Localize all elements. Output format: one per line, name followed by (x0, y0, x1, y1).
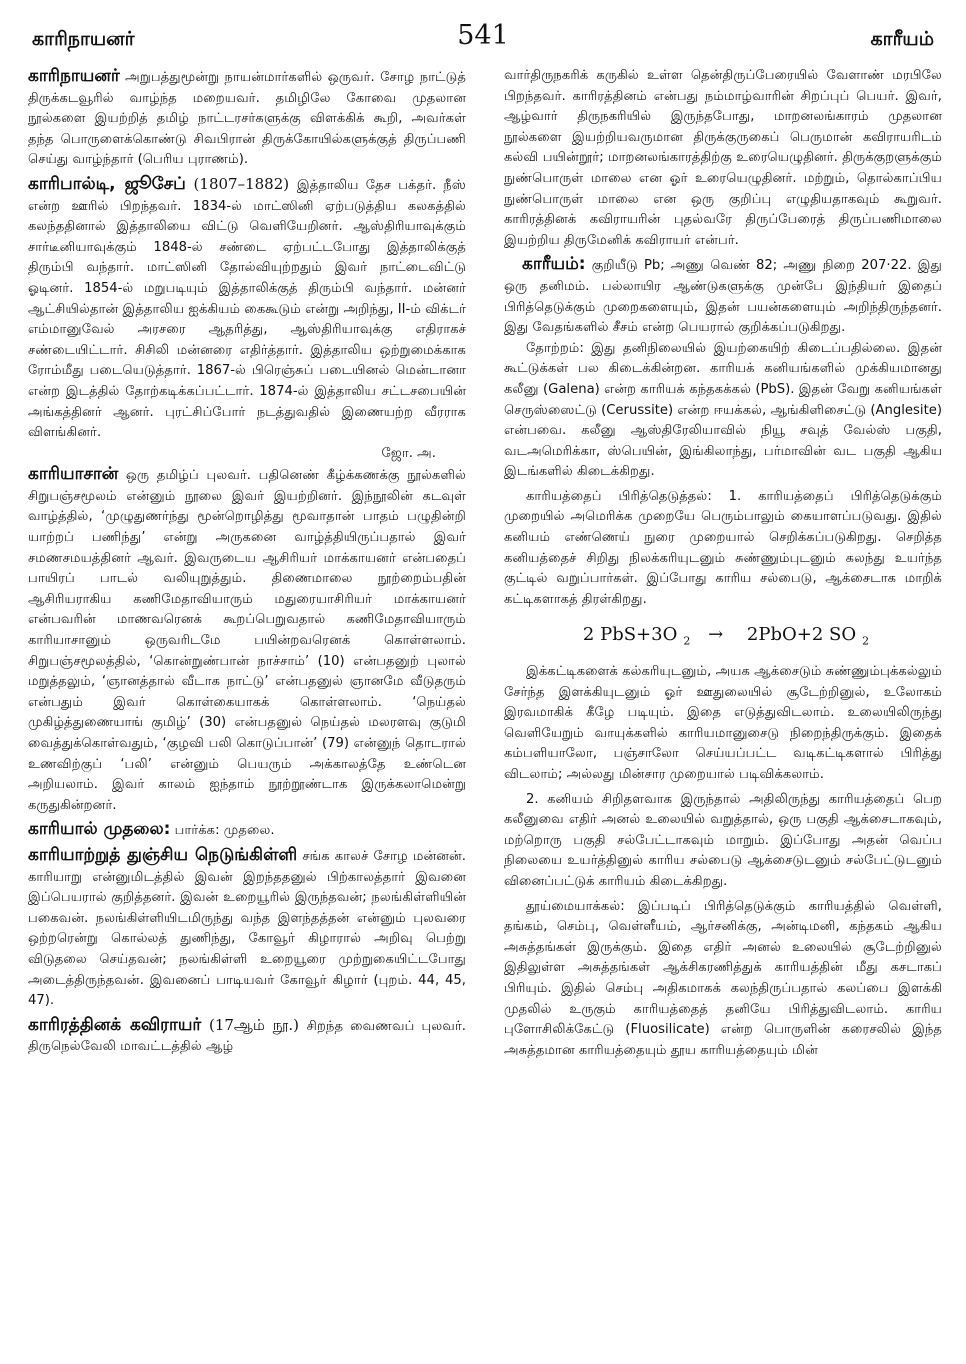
entry-headword: காரிநாயனர் (28, 66, 120, 86)
entry-text: இத்தாலிய தேச பக்தர். நீஸ் என்ற ஊரில் பிறந்தவர். 1834-ல் மாட்ஸினி ஏற்படுத்திய கலகத்தில் கலந்ததினால் இத்தாலியை விட்டு வெளியேறினர். ஆஸ்திரியாவுக்கும் சார்டீனியாவுக்கும் 1848-ல் சண்டை ஏற்பட்டபோது இத்தாலிக்குத் திரும்பி வந்தார். மாட்ஸினி தோல்வியுற்றதும் இவர் நாட்டைவிட்டு ஓடினர். 1854-ல் மறுபடியும் இத்தாலிக்குத் திரும்பி வந்தார். மன்னர் ஆட்சியில்தான் இத்தாலிய ஐக்கியம் கைகூடும் என்று அறிந்து, II-ம் விக்டர் எம்மானுவேல் அரசரை ஆதரித்து, ஆஸ்திரியாவுக்கு எதிராகச் சண்டையிட்டார். சிசிலி மன்னரை எதிர்த்தார். இத்தாலிய ஒற்றுமைக்காக ரோம்மீது படையெடுத்தார். 1867-ல் பிரெஞ்சுப் படையினல் மென்டானா என்ற இடத்தில் தோற்கடிக்கப்பட்டார். 1874-ல் இத்தாலிய சட்டசபையின் அங்கத்தினர் ஆனர். புரட்சிப்போர் நடத்துவதில் இணையற்ற வீரராக விளங்கினர். (28, 177, 466, 441)
section-paragraph: இக்கட்டிகளைக் கல்கரியுடனும், அயக ஆக்சைடும் சுண்ணும்புக்கல்லும் சேர்ந்த இளக்கியுடனும் ஓர் ஊதுலையில் சூடேற்றினுல், உலோகம் இரவமாகிக் கீழே படியும். இதை எடுத்துவிடலாம். உலையிலிருந்து வெளியேறும் வாயுக்களில் காரியமானுசைடு நிறைந்திருக்கும். இதைக் கம்பளியாலோ, பஞ்சாலோ செய்யப்பட்ட வடிகட்டிகளால் பிரித்து விடலாம்; அல்லது மின்சார முறையால் படிவிக்கலாம். (504, 664, 942, 782)
entry-dates: (1807–1882) (185, 174, 297, 193)
entry-kari-nayanar (28, 66, 466, 171)
entry-text: குறியீடு Pb; அணு வெண் 82; அணு நிறை 207·22. இது ஒரு தனிமம். பல்லாயிர ஆண்டுகளுக்கு முன்பே இந்தியர் இதைப் பிரித்தெடுக்கும் முறைகளையும், இதன் பயன்களையும் அறிந்திருந்தனர். இது வேதங்களில் சீசம் என்ற பெயரால் குறிக்கப்படுகிறது. (504, 258, 942, 336)
chemical-equation (504, 624, 942, 648)
running-head-left: காரிநாயனர் (32, 28, 135, 50)
entry-headword: காரிரத்தினக் கவிராயர் (28, 1014, 202, 1035)
reaction-arrow: → (708, 624, 724, 646)
entry-text: சங்க காலச் சோழ மன்னன். காரியாறு என்னுமிடத்தில் இவன் இறந்ததனுல் பிற்காலத்தார் இவனை இப்பெயரால் குறித்தனர். இவன் உறையூரில் இருந்தவன்; நலங்கிள்ளியின் பகைவன். நலங்கிள்ளியிடமிருந்து வந்த இளந்தத்தன் என்னும் புலவரை ஒற்றரென்று கொல்லத் துணிந்து, கோவூர் கிழாரால் அறிவு பெற்று விடுதலை செய்தவன்; நலங்கிள்ளி உறையூரை முற்றுகையிட்டபோது அடைத்திருந்தவன். இவனைப் பாடியவர் கோவூர் கிழார் (புறம். 44, 45, 47). (28, 848, 466, 1009)
entry-nedunkilli (28, 845, 466, 1012)
entry-headword: காரியாற்றுத் துஞ்சிய நெடுங்கிள்ளி (28, 844, 298, 865)
entry-headword: காரியால் முதலை: (28, 819, 171, 840)
entry-dates: (17ஆம் நூ.) (201, 1015, 307, 1034)
equation-products: 2PbO+2 SO $_2$ (746, 624, 870, 649)
running-head-right: காரீயம் (870, 28, 934, 50)
section-paragraph: தூய்மையாக்கல்: இப்படிப் பிரித்தெடுக்கும் காரியத்தில் வெள்ளி, தங்கம், செம்பு, வெள்ளீயம், ஆர்சனிக்கு, அன்டிமனி, கந்தகம் ஆகிய அசுத்தங்கள் இருக்கும். இதை எதிர் அனல் உலையில் சூடேற்றினுல் இதிலுள்ள அசுத்தங்கள் ஆக்சிகரணித்துக் காரியத்தின் மீது கசடாகப் பிரியும். இதில் செம்பு அதிகமாகக் கலந்திருப்பதால் கலப்பை இளக்கி முதலில் உருகும் காரியத்தைத் தனியே பிரித்துவிடலாம். காரிய புளோசிலிக்கேட்டு (Fluosilicate) என்ற பொருளின் கரைசலில் இந்த அசுத்தமான காரியத்தையும் தூய காரியத்தையும் மின் (504, 898, 942, 1058)
body-columns (28, 66, 944, 1356)
entry-author: ஜோ. அ. (381, 445, 436, 461)
entry-headword: காரியாசான் (28, 464, 119, 485)
entry-kareeyam (504, 254, 942, 338)
entry-text: அறுபத்துமூன்று நாயன்மார்களில் ஒருவர். சோழ நாட்டுத் திருக்கடவூரில் வாழ்ந்த மறையவர். தமிழிலே கோவை முதலான நூல்களை இயற்றித் தமிழ் நாட்டரசர்களுக்கு விளக்கிக் கூறி, அவர்கள் தந்த பொருளைக்கொண்டு சிவபிரான் திருக்கோயில்களுக்குத் திருப்பணி செய்து வாழ்ந்தார் (பெரிய புராணம்). (28, 70, 466, 168)
right-column (504, 66, 942, 1356)
entry-headword: காரிபால்டி, ஜூசேப் (28, 173, 186, 194)
entry-headword: காரீயம்: (522, 254, 586, 275)
entry-kariyal-muthalai (28, 819, 466, 842)
entry-karirathina-kavirayar (28, 1015, 466, 1058)
entry-continuation: வார்திருநகரிக் கருகில் உள்ள தென்திருப்பேரையில் வேளாண் மரபிலே பிறந்தவர். காரிரத்தினம் என்பது நம்மாழ்வாரின் சிறப்புப் பெயர். இவர், ஆழ்வார் திருநகரியில் இருந்தபோது, மாறனலங்காரம் முதலான நூல்களை இயற்றியவருமான திருக்குருகைப் பெருமான் கவிராயரிடம் கல்வி பயின்றூர்; மாறனலங்காரத்திற்கு உரையெழுதினர். திருக்குறளுக்கும் நுண்பொருள் மாலை என ஓர் உரையெழுதினர். மற்றும், தொல்காப்பிய நுண்பொருள் மாலை என ஒரு குறிப்பு எழுதியதாகவும் கூறுவர். காரிரத்தினக் கவிராயரின் புதல்வரே திருப்பேரைத் திருப்பணிமாலை இயற்றிய திருமேனிக் கவிராயர் என்பர். (504, 68, 942, 248)
entry-garibaldi (28, 174, 466, 444)
page-number: 541 (457, 20, 509, 51)
page-header (22, 14, 944, 60)
equation-reactants: 2 PbS+3O $_2$ (582, 624, 691, 649)
entry-text: ஒரு தமிழ்ப் புலவர். பதினெண் கீழ்க்கணக்கு நூல்களில் சிறுபஞ்சமூலம் என்னும் நூலை இவர் இயற்றினர். இந்நூலின் கடவுள் வாழ்த்தில், ‘முழுதுணர்ந்து மூன்றொழித்து மூவாதான் பாதம் பழுதின்றி யாற்றப் பணிந்து’ என்று அருகனை வாழ்த்தியிருப்பதால் இவர் சமணசமயத்தினர் ஆவர். இவருடைய ஆசிரியர் மாக்காயனர் என்பதைப் பாயிரப் பாடல் வலியுறுத்தும். திணைமாலை நூற்றைம்பதின் ஆசிரியராகிய கணிமேதாவியாரும் மதுரையாசிரியர் மாக்காயனர் என்பவரின் மாணவரெனக் கூறப்பெறுவதால் கணிமேதாவியாரும் காரியாசானும் ஒருவரிடமே பயின்றவரெனக் கொள்ளலாம். சிறுபஞ்சமூலத்தில், ‘கொன்றுண்பான் நாச்சாம்’ (10) என்பதனுற் புலால் மறுத்தலும், ‘ஞானத்தால் வீடாக நாட்டு’ என்பதனுல் ஞானமே வீடுதரும் என்பதும் இவர் கொள்கையாகக் கொள்ளலாம். ‘நெய்தல் முகிழ்த்துணையாங் குமிழ்’ (30) என்பதனுல் நெய்தல் மலரளவு குடுமி வைத்துக்கொள்வதும், ‘குழவி பலி கொடுப்பான்’ (79) என்னுந் தொடரால் உணவிற்குப் ‘பலி’ என்னும் பெயரும் அக்காலத்தே உண்டென அறியலாம். இவர் காலம் ஐந்தாம் நூற்றூண்டாக இருக்கலாமென்று கருதுகின்றனர். (28, 468, 466, 813)
section-paragraph: தோற்றம்: இது தனிநிலையில் இயற்கையிற் கிடைப்பதில்லை. இதன் கூட்டுக்கள் பல கிடைக்கின்றன. காரியக் கனியங்களில் முக்கியமானது கலீனு (Galena) என்ற காரியக் கந்தகக்கல் (PbS). இதன் வேறு கனியங்கள் செருஸ்ஸைட்டு (Cerussite) என்ற ஈயக்கல், ஆங்கிளிசைட்டு (Anglesite) என்பவை. கலீனு ஆஸ்திரேலியாவில் நியூ சவுத் வேல்ஸ் பகுதி, வடஅமெரிக்கா, ஸ்பெயின், இங்கிலாந்து, பர்மாவின் வட பகுதி ஆகிய இடங்களில் கிடைக்கிறது. (504, 340, 942, 480)
entry-text: சிறந்த வைணவப் புலவர். திருநெல்வேலி மாவட்டத்தில் ஆழ் (28, 1018, 466, 1055)
section-paragraph: காரியத்தைப் பிரித்தெடுத்தல்: 1. காரியத்தைப் பிரித்தெடுக்கும் முறையில் அமெரிக்க முறையே பெரும்பாலும் கையாளப்படுவது. இதில் கனியம் எண்ணெய் நுரை முறையால் செறிக்கப்படுகிறது. செறித்த கனியத்தைச் சிறிது நிலக்கரியுடனும் சுண்ணும்புடனும் கலந்து உயர்ந்த குட்டில் வறுப்பார்கள். இப்போது காரிய சல்பைடு, ஆக்சைடாக மாறிக் கட்டிகளாகத் திரள்கிறது. (504, 488, 942, 607)
entry-kariyasan (28, 464, 466, 816)
entry-text: பார்க்க: முதலை. (170, 823, 275, 839)
left-column (28, 66, 466, 1356)
section-paragraph: 2. கனியம் சிறிதளவாக இருந்தால் அதிலிருந்து காரியத்தைப் பெற கலீனுவை எதிர் அனல் உலையில் வறுத்தால், ஒரு பகுதி ஆக்சைடாகவும், மற்றொரு பகுதி சல்பேட்டாகவும் மாறும். இப்போது அதன் வெப்ப நிலையை உயர்த்தினுல் காரிய சல்பைடு ஆக்சைடுடனும் சல்பேட்டுடனும் வினைப்பட்டுக் காரியம் கிடைக்கிறது. (504, 791, 942, 889)
